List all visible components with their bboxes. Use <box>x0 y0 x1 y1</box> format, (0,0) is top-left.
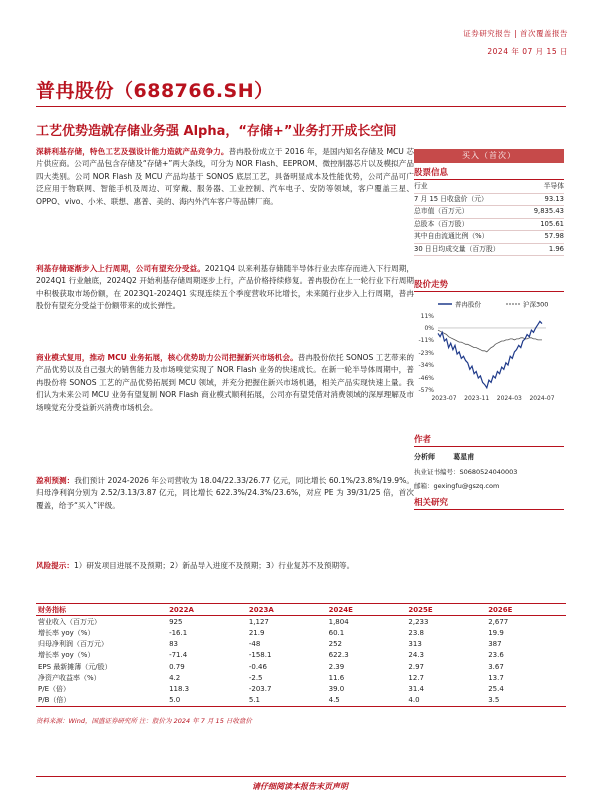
y-tick-label: -34% <box>418 361 434 369</box>
row-label: 净资产收益率（%） <box>38 673 101 682</box>
table-cell: 313 <box>408 640 422 649</box>
table-cell: 2.39 <box>328 662 345 671</box>
row-label: 增长率 yoy（%） <box>38 651 95 660</box>
table-cell: 118.3 <box>169 684 190 693</box>
table-row <box>36 650 566 661</box>
table-cell: 4.0 <box>406 695 486 707</box>
table-cell: 83 <box>169 640 178 649</box>
table-cell: -48 <box>248 640 261 649</box>
x-tick-label: 2024-07 <box>529 395 555 402</box>
row-label: P/E（倍） <box>38 684 71 693</box>
table-cell: 13.7 <box>488 673 504 682</box>
table-cell: 12.7 <box>408 673 424 682</box>
para-3: 商业模式复用，推动 MCU 业务拓展，核心优势助力公司把握新兴市场机会。普冉股份依托 SONOS 工艺带来的产品优势以及自己强大的销售能力及市场嗅觉实现了 NOR Flash 业务的快速成长。在新一轮半导体周期中，普冉股份将 SONOS 工艺的产品优势拓展到 MCU 领域，并充分把握住新兴市场机遇，相关产品实现快速上量。我们认为未来公司 MCU 业务有望复制 NOR Flash 商业模式顺利拓展，公司亦有望凭借对消费领域的深厚理解及市场嗅觉充分受益新兴消费市场机会。 <box>36 353 414 412</box>
chart-heading: 股价走势 <box>414 280 449 290</box>
table-cell: 23.6 <box>488 651 504 660</box>
legend-label-stock: 普冉股份 <box>455 300 481 309</box>
price-chart <box>410 296 566 416</box>
table-cell: 3.67 <box>488 662 504 671</box>
analyst-cert: 执业证书编号：S0680524040003 <box>414 468 518 476</box>
row-label: 增长率 yoy（%） <box>38 628 95 637</box>
table-header: 2023A <box>247 604 327 616</box>
stock-info-row: 行业 半导体 <box>414 181 564 194</box>
related-heading: 相关研究 <box>414 498 449 508</box>
y-tick-label: -46% <box>418 375 434 383</box>
stock-info-row: 总股本（百万股） 105.61 <box>414 219 564 232</box>
stock-info-table <box>414 181 564 256</box>
chart-divider <box>414 291 564 292</box>
analyst-name: 葛星甫 <box>453 453 475 461</box>
table-cell: 387 <box>488 640 502 649</box>
y-tick-label: -23% <box>418 350 434 357</box>
analyst <box>414 452 474 462</box>
table-cell: 24.3 <box>408 651 424 660</box>
table-cell: 5.1 <box>247 695 327 707</box>
table-cell: -158.1 <box>248 651 272 660</box>
analyst-role: 分析师 <box>414 453 435 461</box>
stock-info-row: 30 日日均成交量（百万股） 1.96 <box>414 244 564 257</box>
table-row <box>36 616 566 628</box>
author-heading: 作者 <box>414 435 432 445</box>
table-cell: -2.5 <box>248 673 263 682</box>
table-cell: 4.2 <box>169 673 181 682</box>
table-cell: 925 <box>169 617 183 626</box>
financial-table <box>36 603 566 707</box>
table-cell: 2,233 <box>408 617 429 626</box>
row-label: 归母净利润（百万元） <box>38 640 108 649</box>
x-tick-label: 2023-07 <box>431 395 457 402</box>
page-subtitle: 工艺优势造就存储业务强 Alpha，“存储+”业务打开成长空间 <box>36 124 397 139</box>
title-divider <box>36 106 566 107</box>
table-cell: 19.9 <box>488 628 504 637</box>
table-cell: 11.6 <box>328 673 345 682</box>
table-row <box>36 683 566 694</box>
stock-info-heading: 股票信息 <box>414 168 449 178</box>
table-header: 2024E <box>327 604 407 616</box>
table-cell: 2.97 <box>408 662 424 671</box>
row-label: P/B（倍） <box>36 695 167 707</box>
table-cell: 25.4 <box>488 684 504 693</box>
y-tick-label: 11% <box>420 313 434 320</box>
para-4: 盈利预测：我们预计 2024-2026 年公司营收为 18.04/22.33/26.77 亿元，同比增长 60.1%/23.8%/19.9%。归母净利润分别为 2.52/3.13/3.87 亿元，同比增长 622.3%/24.3%/23.6%，对应 PE 为 39/31/25 倍，首次覆盖，给予“买入”评级。 <box>36 476 415 510</box>
stock-info-row: 其中自由流通比例（%） 57.98 <box>414 231 564 244</box>
table-row <box>36 695 566 707</box>
row-label: 营业收入（百万元） <box>38 617 101 626</box>
related-divider <box>414 509 564 510</box>
table-header-row <box>36 604 566 616</box>
table-row <box>36 639 566 650</box>
table-row <box>36 627 566 638</box>
table-cell: 4.5 <box>327 695 407 707</box>
table-cell: 0.79 <box>169 662 185 671</box>
x-tick-label: 2024-03 <box>496 395 522 402</box>
table-cell: 622.3 <box>328 651 349 660</box>
row-label: EPS 最新摊薄（元/股） <box>38 662 112 671</box>
para-5: 风险提示：1）研发项目进展不及预期；2）新品导入进度不及预期；3）行业复苏不及预期等。 <box>36 561 355 570</box>
stock-line <box>438 321 542 387</box>
table-header: 2022A <box>167 604 247 616</box>
report-type: 证券研究报告 | 首次覆盖报告 <box>463 29 568 38</box>
stock-info-row: 总市值（百万元） 9,835.43 <box>414 206 564 219</box>
table-cell: 39.0 <box>328 684 345 693</box>
table-cell: 3.5 <box>486 695 566 707</box>
y-tick-label: -11% <box>418 336 434 344</box>
y-tick-label: 0% <box>424 324 434 332</box>
footer-divider <box>36 776 566 777</box>
table-cell: 1,127 <box>248 617 269 626</box>
table-cell: 1,804 <box>328 617 349 626</box>
stock-info-row: 7 月 15 日收盘价（元） 93.13 <box>414 194 564 207</box>
table-cell: 2,677 <box>488 617 509 626</box>
table-cell: 252 <box>328 640 342 649</box>
page-title: 普冉股份（688766.SH） <box>36 80 274 102</box>
analyst-email[interactable]: 邮箱：gexingfu@gszq.com <box>414 482 500 490</box>
table-cell: 5.0 <box>167 695 247 707</box>
table-cell: 21.9 <box>248 628 265 637</box>
author-divider <box>414 446 564 447</box>
table-cell: 23.8 <box>408 628 424 637</box>
table-cell: 60.1 <box>328 628 345 637</box>
rating-badge: 买入（首次） <box>414 149 564 163</box>
x-tick-label: 2023-11 <box>464 395 490 402</box>
report-date: 2024 年 07 月 15 日 <box>487 47 568 56</box>
footer-disclaimer: 请仔细阅读本报告末页声明 <box>252 782 348 791</box>
table-header: 财务指标 <box>36 604 167 616</box>
table-header: 2025E <box>406 604 486 616</box>
table-cell: -16.1 <box>169 628 188 637</box>
table-row <box>36 661 566 672</box>
source-note: 资料来源：Wind，国盛证券研究所 注：股价为 2024 年 7 月 15 日收盘价 <box>36 717 252 725</box>
table-cell: -71.4 <box>169 651 188 660</box>
table-cell: 31.4 <box>408 684 424 693</box>
table-header: 2026E <box>486 604 566 616</box>
table-row <box>36 672 566 683</box>
table-cell: -0.46 <box>248 662 267 671</box>
table-cell: -203.7 <box>248 684 272 693</box>
stock-info-divider <box>414 179 564 180</box>
para-1: 深耕利基存储，特色工艺及强设计能力造就产品竞争力。普冉股份成立于 2016 年，是国内知名存储及 MCU 芯片供应商。公司产品包含存储及“存储+”两大条线，可分为 NOR Flash、EEPROM、微控制器芯片以及模拟产品四大类别。公司 NOR Flash 及 MCU 产品均基于 SONOS 底层工艺，具备明显成本及性能优势，公司产品可广泛应用于物联网、智能手机及周边、可穿戴、服务器、工业控制、汽车电子、安防等领域，客户覆盖三星、OPPO、vivo、小米、联想、惠普、美的、海内外汽车客户等品牌厂商。 <box>36 147 414 206</box>
legend-label-index: 沪深300 <box>523 300 549 309</box>
y-tick-label: -57% <box>418 387 434 394</box>
para-2: 利基存储逐渐步入上行周期，公司有望充分受益。2021Q4 以来利基存储随半导体行业去库存而进入下行周期，2024Q1 行业触底，2024Q2 开始利基存储周期逐步上行，产品价格持续修复。普冉股份在上一轮行业下行周期中积极获取市场份额，在 2023Q1-2024Q1 实现连续五个季度营收环比增长，未来随行业步入上行周期，普冉股份有望充分受益于份额带来的成长弹性。 <box>36 264 415 311</box>
